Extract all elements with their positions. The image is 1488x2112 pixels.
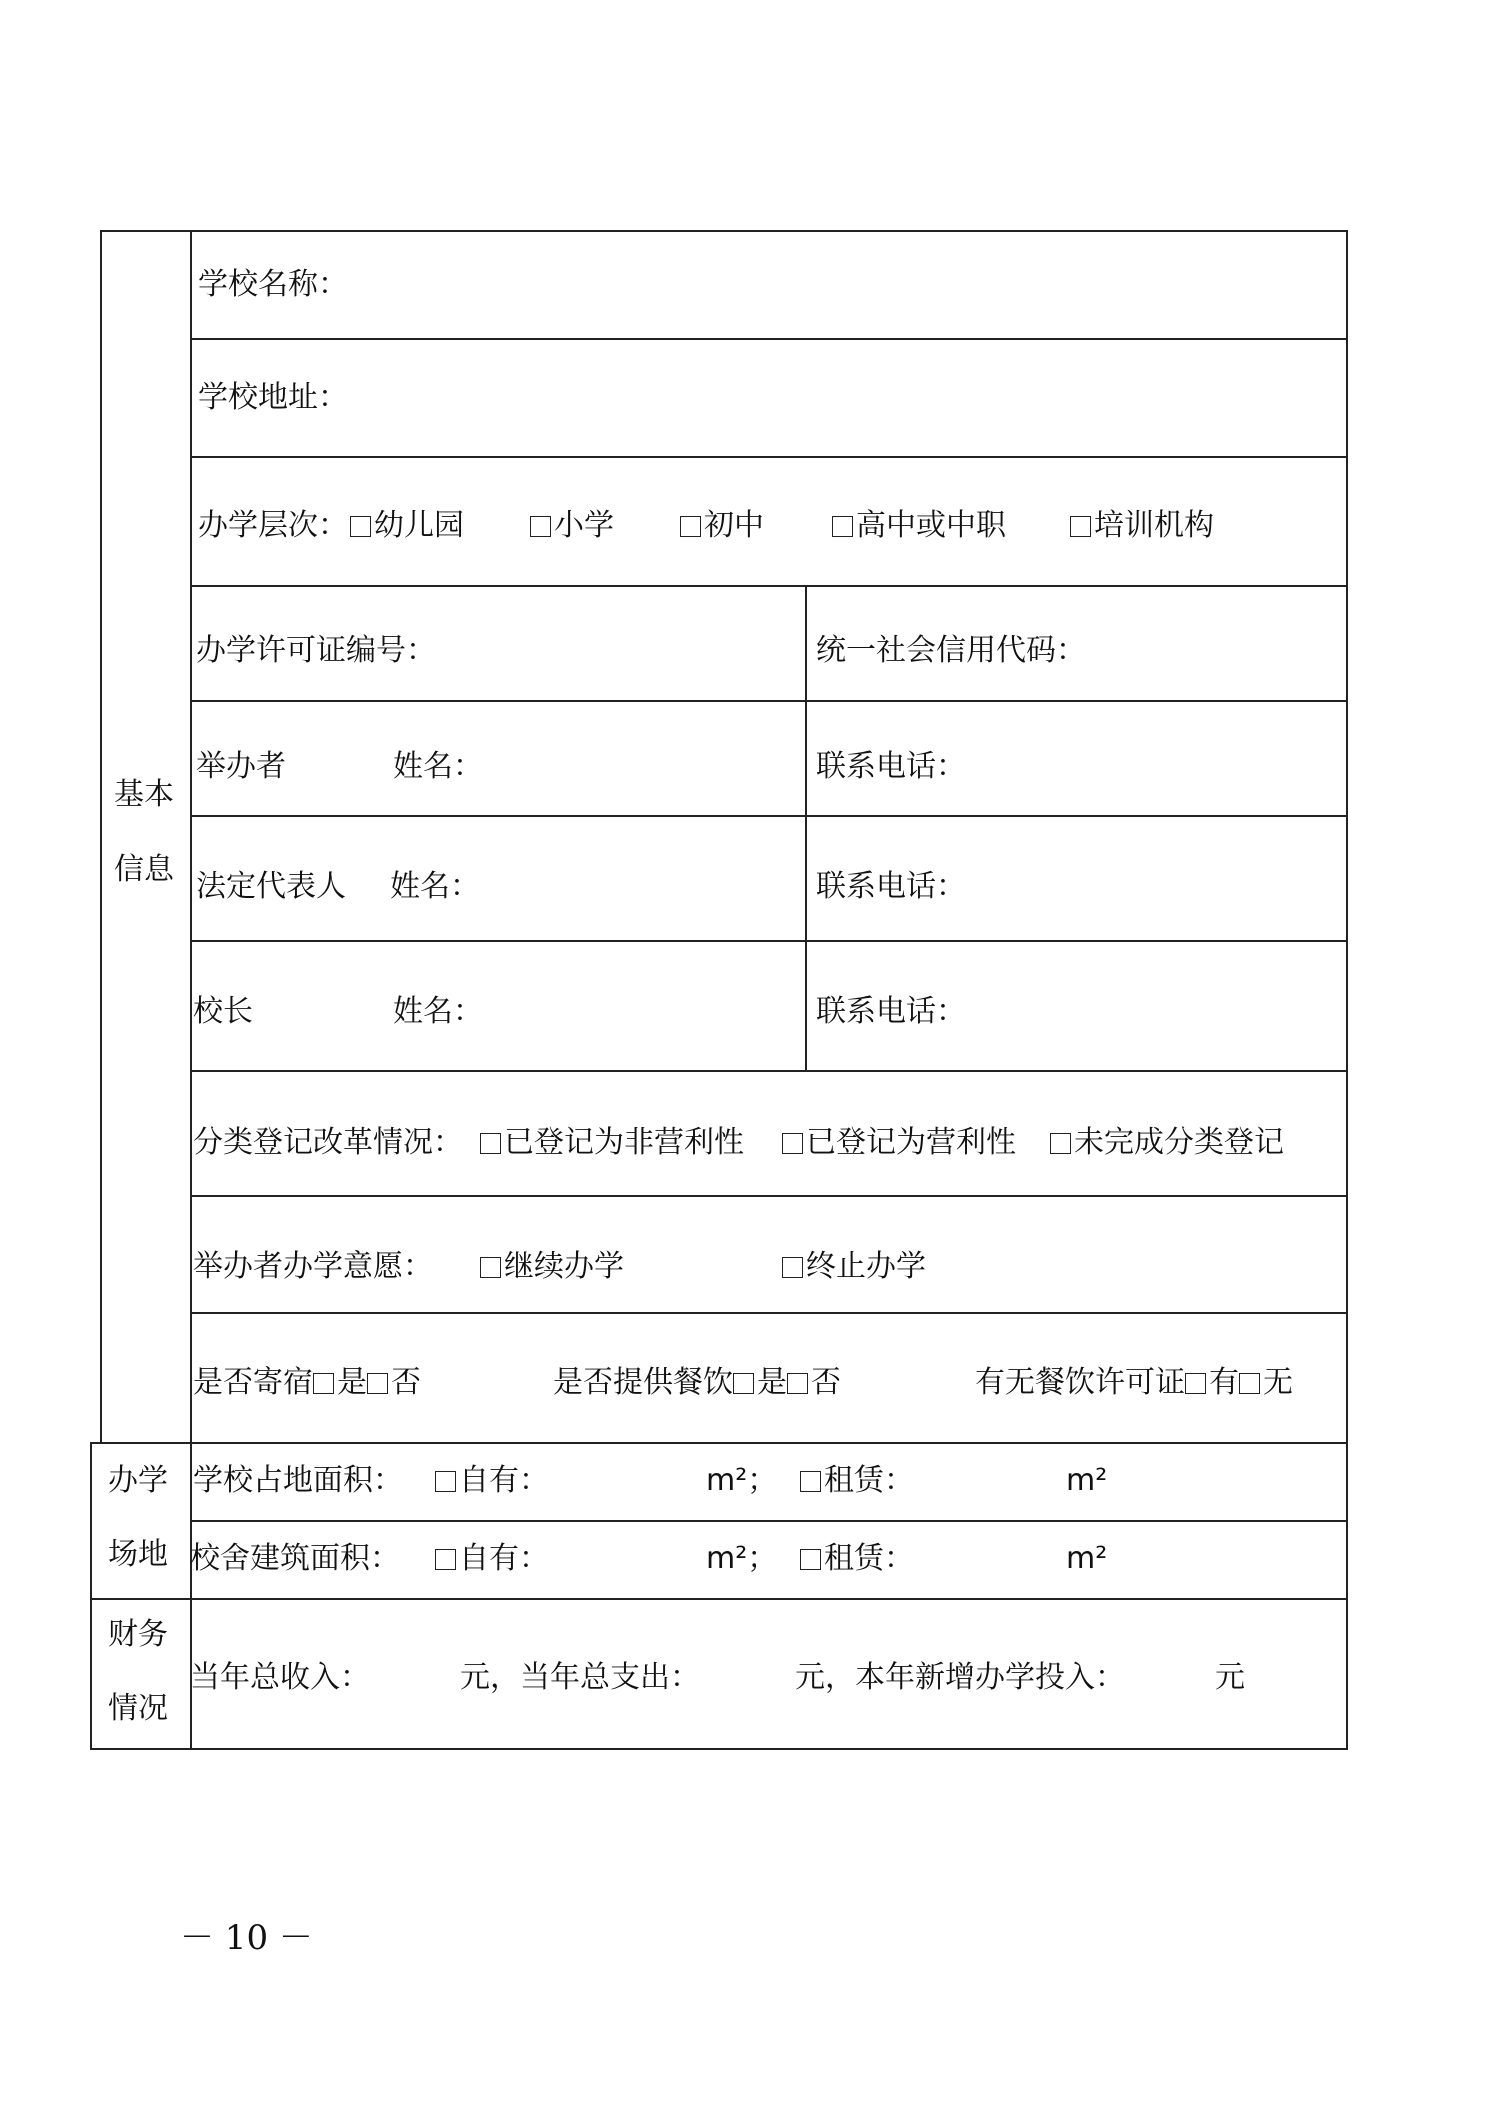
level-label: 办学层次：: [198, 508, 348, 543]
checkbox[interactable]: [480, 1133, 501, 1154]
building-area-unit1: m²；: [706, 1541, 778, 1576]
land-area-label: 学校占地面积：: [193, 1463, 403, 1498]
row-line: [190, 338, 1348, 340]
checkbox[interactable]: [350, 516, 371, 537]
sponsor-phone-label: 联系电话：: [816, 749, 966, 784]
row-line: [190, 1195, 1348, 1197]
level-option-primary[interactable]: 小学: [530, 511, 614, 541]
checkbox[interactable]: [435, 1549, 456, 1570]
row-line: [190, 456, 1348, 458]
license-label: 办学许可证编号：: [196, 633, 436, 668]
land-area-own[interactable]: 自有：: [435, 1466, 549, 1496]
row-line: [190, 940, 1348, 942]
section-basic-info-line1: 基本: [114, 777, 174, 812]
catering-license-question: 有无餐饮许可证 有 无: [975, 1365, 1293, 1400]
checkbox[interactable]: [530, 516, 551, 537]
land-area-lease[interactable]: 租赁：: [800, 1466, 914, 1496]
row-line: [190, 585, 1348, 587]
credit-code-label: 统一社会信用代码：: [816, 633, 1086, 668]
section-school-site-line2: 场地: [108, 1537, 168, 1572]
legal-rep-role: 法定代表人: [196, 869, 346, 904]
principal-role: 校长: [193, 994, 253, 1029]
checkbox[interactable]: [832, 516, 853, 537]
classification-option-incomplete[interactable]: 未完成分类登记: [1050, 1128, 1284, 1158]
level-option-kindergarten[interactable]: 幼儿园: [350, 511, 464, 541]
checkbox[interactable]: [800, 1471, 821, 1492]
section-line: [90, 1442, 1348, 1444]
catering-question: 是否提供餐饮 是 否: [553, 1365, 841, 1400]
row-line: [190, 1520, 1348, 1522]
level-option-training[interactable]: 培训机构: [1070, 511, 1214, 541]
section-finance-line2: 情况: [108, 1691, 168, 1726]
level-option-senior[interactable]: 高中或中职: [832, 511, 1006, 541]
finance-income-label: 当年总收入：: [190, 1660, 370, 1695]
checkbox[interactable]: [680, 516, 701, 537]
sponsor-name-label: 姓名：: [393, 749, 483, 784]
classification-label: 分类登记改革情况：: [193, 1125, 463, 1160]
checkbox[interactable]: [480, 1257, 501, 1278]
label-column-divider: [190, 230, 192, 1750]
checkbox[interactable]: [782, 1133, 803, 1154]
table-right-border: [1346, 230, 1348, 1750]
row-line: [190, 1070, 1348, 1072]
section-basic-info-line2: 信息: [114, 852, 174, 887]
building-area-unit2: m²: [1066, 1541, 1108, 1576]
table-left-border-top: [100, 230, 102, 1442]
boarding-question: 是否寄宿 是 否: [193, 1365, 421, 1400]
checkbox[interactable]: [435, 1471, 456, 1492]
checkbox[interactable]: [367, 1373, 388, 1394]
checkbox[interactable]: [1070, 516, 1091, 537]
building-area-label: 校舍建筑面积：: [190, 1541, 400, 1576]
checkbox[interactable]: [1050, 1133, 1071, 1154]
checkbox[interactable]: [313, 1373, 334, 1394]
land-area-unit1: m²；: [706, 1463, 778, 1498]
principal-phone-label: 联系电话：: [816, 994, 966, 1029]
checkbox[interactable]: [787, 1373, 808, 1394]
section-line: [90, 1598, 1348, 1600]
finance-investment-label: 元，本年新增办学投入：: [795, 1660, 1125, 1695]
middle-column-divider: [805, 585, 807, 1070]
level-option-junior[interactable]: 初中: [680, 511, 764, 541]
classification-option-forprofit[interactable]: 已登记为营利性: [782, 1128, 1016, 1158]
table-bottom-border: [90, 1748, 1348, 1750]
checkbox[interactable]: [1185, 1373, 1206, 1394]
classification-option-nonprofit[interactable]: 已登记为非营利性: [480, 1128, 744, 1158]
checkbox[interactable]: [800, 1549, 821, 1570]
row-line: [190, 700, 1348, 702]
building-area-lease[interactable]: 租赁：: [800, 1544, 914, 1574]
intention-option-continue[interactable]: 继续办学: [480, 1252, 624, 1282]
checkbox[interactable]: [782, 1257, 803, 1278]
intention-label: 举办者办学意愿：: [193, 1249, 433, 1284]
land-area-unit2: m²: [1066, 1463, 1108, 1498]
section-finance-line1: 财务: [108, 1617, 168, 1652]
finance-yuan-unit: 元: [1215, 1660, 1245, 1695]
table-top-border: [100, 230, 1348, 232]
intention-option-terminate[interactable]: 终止办学: [782, 1252, 926, 1282]
school-address-label: 学校地址：: [198, 380, 348, 415]
legal-rep-name-label: 姓名：: [390, 869, 480, 904]
school-name-label: 学校名称：: [198, 267, 348, 302]
row-line: [190, 1312, 1348, 1314]
checkbox[interactable]: [1239, 1373, 1260, 1394]
principal-name-label: 姓名：: [393, 994, 483, 1029]
page-number: － 10 －: [180, 1918, 313, 1958]
building-area-own[interactable]: 自有：: [435, 1544, 549, 1574]
legal-rep-phone-label: 联系电话：: [816, 869, 966, 904]
section-school-site-line1: 办学: [108, 1463, 168, 1498]
finance-expense-label: 元，当年总支出：: [460, 1660, 700, 1695]
checkbox[interactable]: [733, 1373, 754, 1394]
row-line: [190, 815, 1348, 817]
sponsor-role: 举办者: [196, 749, 286, 784]
